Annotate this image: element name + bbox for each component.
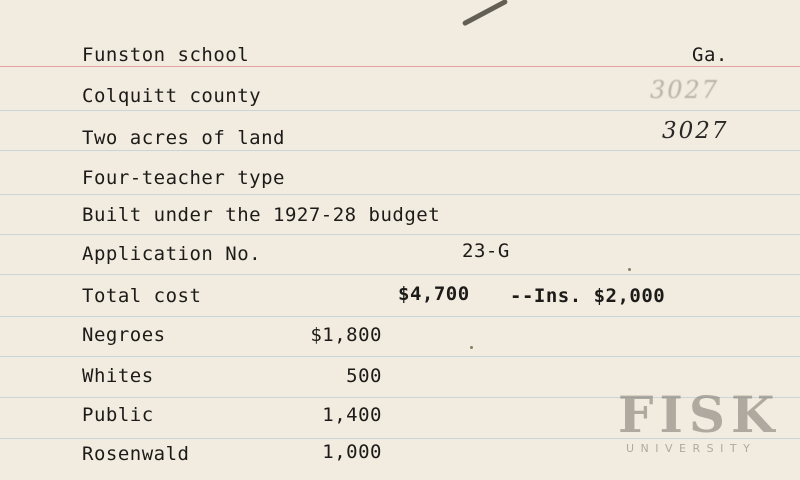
contribution-label: Whites <box>82 365 154 387</box>
contribution-label: Negroes <box>82 324 166 346</box>
insurance-value: --Ins. $2,000 <box>510 285 666 307</box>
budget-line: Built under the 1927-28 budget <box>82 204 441 226</box>
header-rule <box>0 66 800 67</box>
total-cost-value: $4,700 <box>398 283 470 305</box>
contribution-value: 1,000 <box>322 441 382 463</box>
land-line: Two acres of land <box>82 127 285 149</box>
watermark-subtitle: UNIVERSITY <box>626 442 757 455</box>
county-line: Colquitt county <box>82 85 262 107</box>
watermark-title: FISK <box>618 385 781 444</box>
contribution-label: Rosenwald <box>82 443 190 465</box>
ink-speck <box>628 268 631 271</box>
fisk-university-watermark <box>618 385 788 460</box>
catalog-number: 3027 <box>662 118 729 144</box>
application-value: 23-G <box>462 240 510 262</box>
school-name: Funston school <box>82 44 250 66</box>
struck-catalog-number: 3027 <box>650 76 720 104</box>
contribution-label: Public <box>82 404 154 426</box>
application-label: Application No. <box>82 243 262 265</box>
state-label: Ga. <box>692 44 728 66</box>
type-line: Four-teacher type <box>82 167 285 189</box>
ink-speck <box>470 346 473 349</box>
contribution-value: 1,400 <box>322 404 382 426</box>
contribution-value: $1,800 <box>310 324 382 346</box>
total-cost-label: Total cost <box>82 285 202 307</box>
contribution-value: 500 <box>346 365 382 387</box>
